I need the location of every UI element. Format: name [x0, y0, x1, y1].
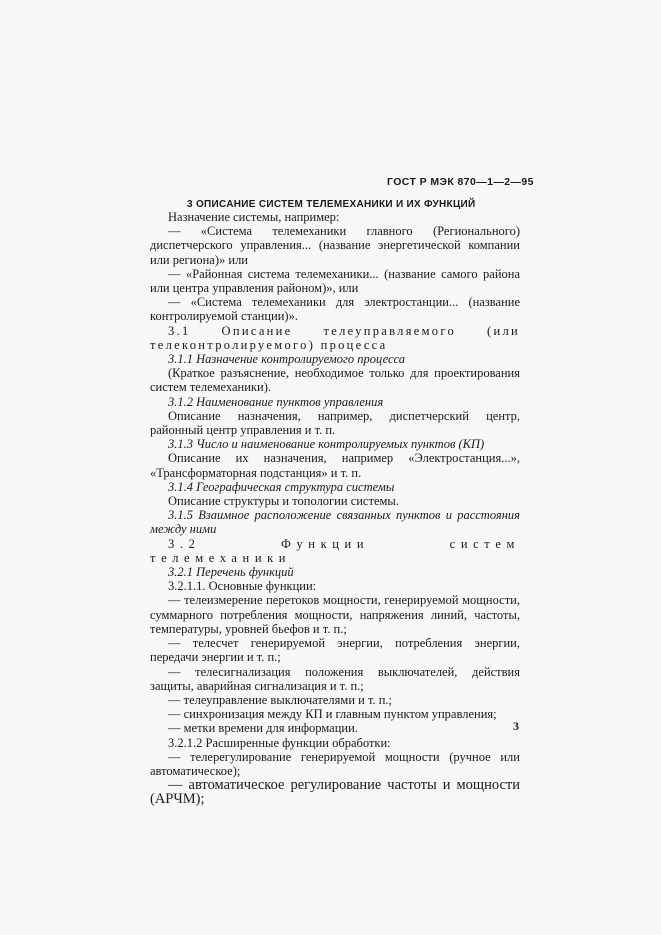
document-body [150, 210, 520, 807]
paragraph: Описание назначения, например, диспетчерский центр, районный центр управления и т. п. [150, 408, 520, 438]
list-item: — телесигнализация положения выключателей, действия защиты, аварийная сигнализация и т. п.; [150, 664, 520, 693]
section-heading: 3.2 Функции систем телемеханики [150, 536, 520, 565]
page-number: 3 [513, 719, 519, 733]
subsection-heading: 3.2.1 Перечень функций [168, 565, 294, 580]
list-item: — «Система телемеханики для электростанции... (название контролируемой станции)». [150, 295, 520, 324]
list-item: — метки времени для информации. [168, 721, 358, 736]
subsection-heading: 3.1.3 Число и наименование контролируемых пунктов (КП) [168, 437, 485, 452]
list-item: — автоматическое регулирование частоты и мощности (АРЧМ); [150, 777, 520, 808]
list-item: — синхронизация между КП и главным пунктом управления; [168, 707, 497, 722]
list-item: — «Районная система телемеханики... (название самого района или центра управления районом)», или [150, 266, 520, 296]
subsection-heading: 3.1.1 Назначение контролируемого процесса [168, 352, 406, 367]
list-item: — телесчет генерируемой энергии, потребления энергии, передачи энергии и т. п.; [150, 636, 520, 665]
paragraph: Назначение системы, например: [168, 210, 340, 224]
list-item: — телеуправление выключателями и т. п.; [168, 692, 393, 707]
subsection-heading: 3.1.4 Географическая структура системы [168, 479, 395, 494]
list-item: — телеизмерение перетоков мощности, генерируемой мощности, суммарного потребления мощности, напряжения линий, частоты, температуры, уровней бьефов и т. п.; [150, 593, 520, 636]
paragraph: Описание их назначения, например «Электростанция...», «Трансформаторная подстанция» и т. п. [150, 451, 520, 480]
paragraph: (Краткое разъяснение, необходимое только для проектирования систем телемеханики). [150, 366, 520, 395]
subsection-heading: 3.1.5 Взаимное расположение связанных пунктов и расстояния между ними [150, 508, 520, 537]
list-item: — «Система телемеханики главного (Регионального) диспетчерского управления... (название энергетической компании или региона)» или [150, 224, 520, 267]
subsection-heading: 3.1 Описание телеуправляемого (или телеконтролируемого) процесса [150, 323, 520, 352]
paragraph: 3.2.1.2 Расширенные функции обработки: [168, 735, 391, 750]
paragraph: 3.2.1.1. Основные функции: [168, 579, 317, 594]
document-code-header: ГОСТ Р МЭК 870—1—2—95 [387, 176, 534, 188]
section-title: 3 ОПИСАНИЕ СИСТЕМ ТЕЛЕМЕХАНИКИ И ИХ ФУНКЦИЙ [187, 199, 476, 210]
subsection-heading: 3.1.2 Наименование пунктов управления [168, 394, 384, 409]
list-item: — телерегулирование генерируемой мощности (ручное или автоматическое); [150, 749, 520, 778]
paragraph: Описание структуры и топологии системы. [168, 494, 399, 509]
